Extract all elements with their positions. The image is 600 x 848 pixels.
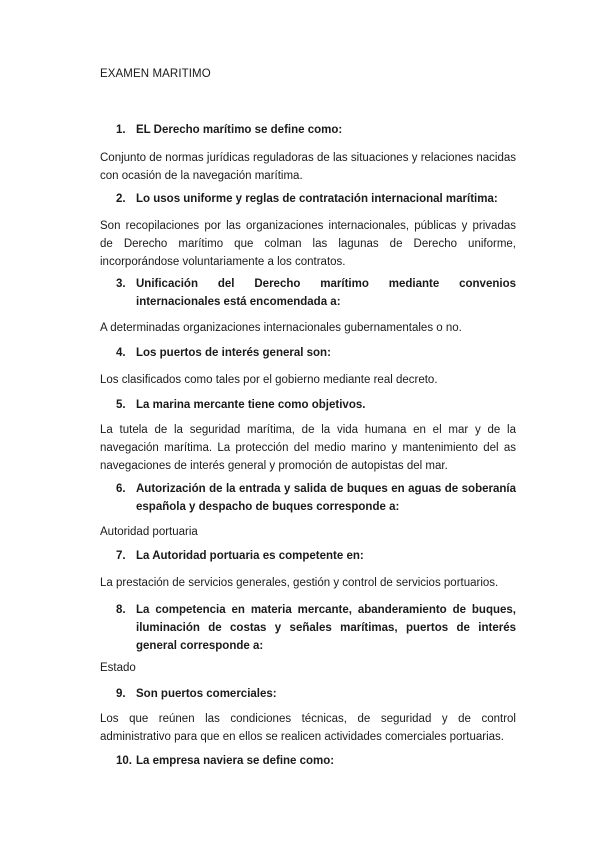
answer-9: Los que reúnen las condiciones técnicas, de seguridad y de control administrativo para que en ellos se realicen actividades comerciales portuarias. (100, 713, 516, 743)
question-number: 3. (116, 278, 126, 290)
question-text: Son puertos comerciales: (136, 688, 277, 700)
answer-5: La tutela de la seguridad marítima, de la vida humana en el mar y de la navegación marítima. La protección del medio marino y mantenimiento del as navegaciones de interés general y promoción de autopistas del mar. (100, 424, 516, 472)
answer-4: Los clasificados como tales por el gobierno mediante real decreto. (100, 374, 438, 386)
question-text: La empresa naviera se define como: (136, 755, 335, 767)
question-2 (116, 190, 516, 208)
question-text: Los puertos de interés general son: (136, 347, 331, 359)
document-title: EXAMEN MARITIMO (100, 68, 211, 80)
question-3 (116, 275, 516, 311)
question-1 (116, 121, 516, 139)
answer-7: La prestación de servicios generales, gestión y control de servicios portuarios. (100, 577, 499, 589)
question-text: EL Derecho marítimo se define como: (136, 124, 343, 136)
question-text: La competencia en materia mercante, abanderamiento de buques, iluminación de costas y señales marítimas, puertos de interés general corresponde a: (136, 604, 516, 652)
question-number: 1. (116, 124, 126, 136)
question-text: Lo usos uniforme y reglas de contratación internacional marítima: (136, 193, 498, 205)
question-text: Unificación del Derecho marítimo mediante convenios internacionales está encomendada a: (136, 278, 516, 308)
answer-3: A determinadas organizaciones internacionales gubernamentales o no. (100, 322, 462, 334)
question-text: La Autoridad portuaria es competente en: (136, 550, 364, 562)
question-number: 8. (116, 604, 126, 616)
question-10 (116, 752, 516, 770)
question-number: 5. (116, 399, 126, 411)
question-number: 6. (116, 483, 126, 495)
question-text: Autorización de la entrada y salida de buques en aguas de soberanía española y despacho de buques corresponde a: (136, 483, 516, 513)
question-6 (116, 480, 516, 516)
answer-8: Estado (100, 662, 136, 674)
question-8 (116, 601, 516, 655)
answer-6: Autoridad portuaria (100, 526, 198, 538)
question-number: 4. (116, 347, 126, 359)
question-number: 7. (116, 550, 126, 562)
question-number: 10. (116, 755, 132, 767)
question-4 (116, 344, 516, 362)
question-number: 2. (116, 193, 126, 205)
answer-2: Son recopilaciones por las organizaciones internacionales, públicas y privadas de Derecho marítimo que colman las lagunas de Derecho uniforme, incorporándose voluntariamente a los contratos. (100, 220, 516, 268)
question-5 (116, 396, 516, 414)
answer-1: Conjunto de normas jurídicas reguladoras de las situaciones y relaciones nacidas con ocasión de la navegación marítima. (100, 152, 516, 182)
question-text: La marina mercante tiene como objetivos. (136, 399, 366, 411)
question-number: 9. (116, 688, 126, 700)
question-7 (116, 547, 516, 565)
question-9 (116, 685, 516, 703)
